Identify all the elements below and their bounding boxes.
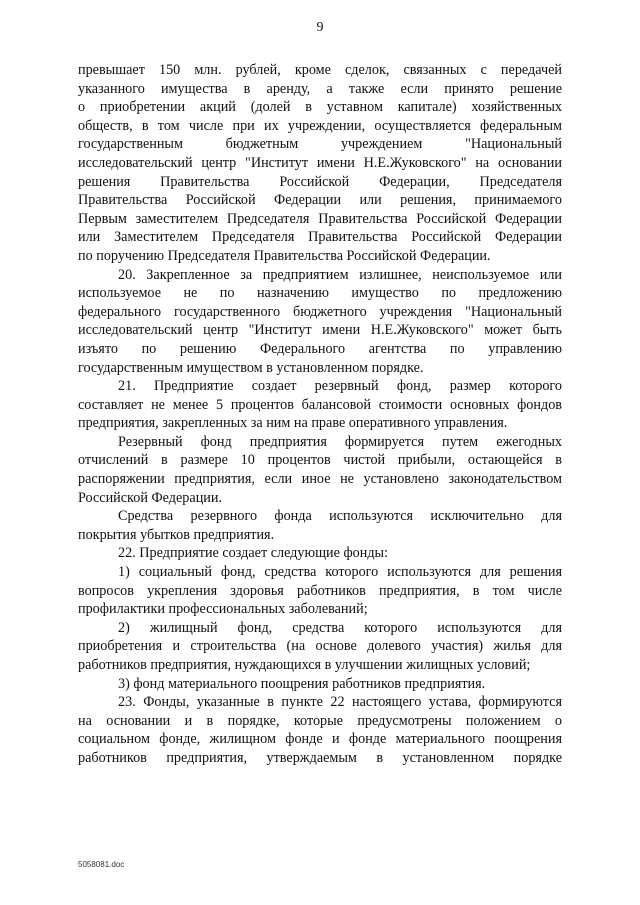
paragraph-line: исследовательский центр "Институт имени Н.Е.Жуковского" может быть [78,322,562,339]
paragraph-line: Первым заместителем Председателя Правительства Российской Федерации [78,210,562,227]
paragraph-line: профилактики профессиональных заболеваний; [78,601,368,618]
paragraph-line: работников предприятия, нуждающихся в улучшении жилищных условий; [78,657,531,673]
paragraph-line: 22. Предприятие создает следующие фонды: [118,545,389,562]
paragraph-line: на основании и в порядке, которые предусмотрены положением о [78,712,562,729]
paragraph-line: предприятия, закрепленных за ним на праве оперативного управления. [78,415,508,432]
paragraph-line: 3) фонд материального поощрения работников предприятия. [118,675,486,692]
paragraph-line: Российской Федерации. [78,489,223,506]
paragraph-line: составляет не менее 5 процентов балансовой стоимости основных фондов [78,396,562,413]
paragraph-line: распоряжении предприятия, если иное не установлено законодательством [78,471,562,488]
paragraph-line: 2) жилищный фонд, средства которого используются для [118,619,562,636]
paragraph-line: 21. Предприятие создает резервный фонд, размер которого [118,378,562,395]
paragraph-line: 20. Закрепленное за предприятием излишнее, неиспользуемое или [118,266,562,283]
paragraph-line: работников предприятия, утверждаемым в установленном порядке [78,749,562,766]
paragraph-line: покрытия убытков предприятия. [78,526,275,543]
paragraph-line: превышает 150 млн. рублей, кроме сделок, связанных с передачей [78,62,562,78]
paragraph-line: государственным имуществом в установленном порядке. [78,359,424,376]
document-body [78,61,562,768]
paragraph-line: или Заместителем Председателя Правительства Российской Федерации [78,229,562,246]
paragraph-line: государственным бюджетным учреждением "Национальный [78,136,562,153]
paragraph-line: отчислений в размере 10 процентов чистой прибыли, остающейся в [78,452,562,469]
paragraph-line: социальном фонде, жилищном фонде и фонде материального поощрения [78,731,562,748]
paragraph-line: используемое не по назначению имущество по предложению [78,285,562,302]
paragraph-line: федерального государственного бюджетного учреждения "Национальный [78,303,562,320]
paragraph-line: 1) социальный фонд, средства которого используются для решения [118,564,562,581]
paragraph-line: о приобретении акций (долей в уставном капитале) хозяйственных [78,99,562,116]
paragraph-line: вопросов укрепления здоровья работников предприятия, в том числе [78,582,562,599]
paragraph-line: по поручению Председателя Правительства Российской Федерации. [78,247,491,264]
paragraph-line: исследовательский центр "Институт имени Н.Е.Жуковского" на основании [78,154,562,171]
file-name-footer: 5058081.doc [78,860,125,869]
paragraph-line: указанного имущества в аренду, а также если принято решение [78,80,562,97]
paragraph-line: изъято по решению Федерального агентства по управлению [78,340,562,357]
paragraph-line: Средства резервного фонда используются исключительно для [118,508,562,525]
paragraph-line: Правительства Российской Федерации или решения, принимаемого [78,192,562,209]
paragraph-line: Резервный фонд предприятия формируется путем ежегодных [118,433,562,450]
paragraph-line: 23. Фонды, указанные в пункте 22 настоящего устава, формируются [118,694,562,711]
paragraph-line: обществ, в том числе при их учреждении, осуществляется федеральным [78,117,562,134]
paragraph-line: решения Правительства Российской Федерации, Председателя [78,173,562,190]
paragraph-line: приобретения и строительства (на основе долевого участия) жилья для [78,638,562,655]
page-number: 9 [316,20,324,35]
